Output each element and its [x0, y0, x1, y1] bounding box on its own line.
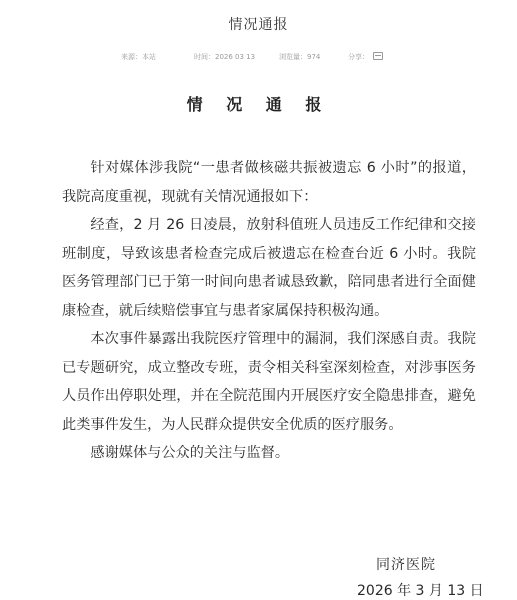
meta-time: 时间：2026 03 13: [194, 53, 256, 61]
share-icon[interactable]: [373, 52, 383, 60]
paragraph-intro: 针对媒体涉我院“一患者做核磁共振被遗忘 6 小时”的报道，我院高度重视，现就有关情况通报如下：: [62, 160, 476, 205]
meta-share: [348, 52, 383, 62]
page-title: 情况通报: [228, 17, 289, 33]
signature-date: 2026 年 3 月 13 日: [357, 583, 484, 599]
meta-source: 来源：本站: [121, 53, 156, 61]
signature-organization: 同济医院: [376, 557, 436, 573]
document-body: [62, 154, 476, 468]
paragraph-findings: 经查，2 月 26 日凌晨，放射科值班人员违反工作纪律和交接班制度，导致该患者检查完成后被遗忘在检查台近 6 小时。我院医务管理部门已于第一时间向患者诚恳致歉，陪同患者进行全面健康检查，就后续赔偿事宜与患者家属保持积极沟通。: [62, 217, 476, 319]
meta-share-label: 分享：: [348, 53, 369, 61]
meta-views: 浏览量：974: [279, 53, 321, 61]
paragraph-thanks: 感谢媒体与公众的关注与监督。: [90, 445, 290, 461]
paragraph-measures: 本次事件暴露出我院医疗管理中的漏洞，我们深感自责。我院已专题研究，成立整改专班，责令相关科室深刻检查，对涉事医务人员作出停职处理，并在全院范围内开展医疗安全隐患排查，避免此类事件发生，为人民群众提供安全优质的医疗服务。: [62, 331, 476, 433]
document-heading: 情 况 通 报: [186, 95, 331, 114]
